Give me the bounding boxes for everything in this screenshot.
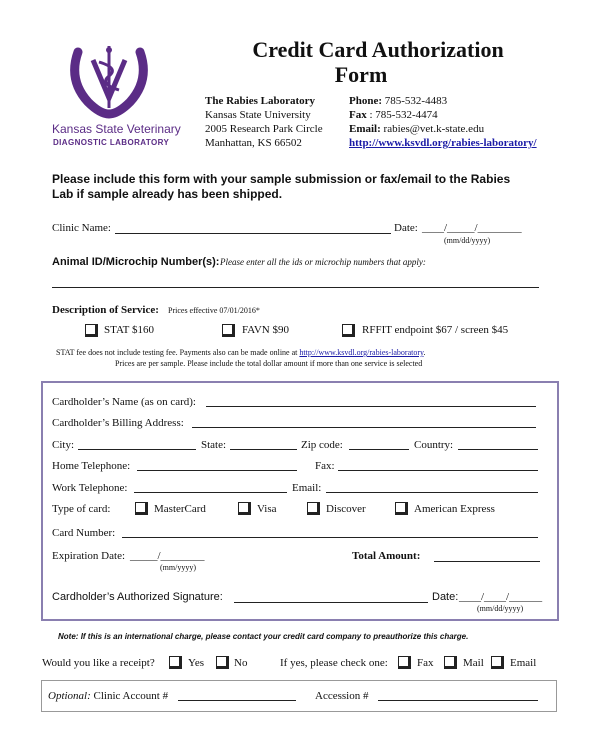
city-field[interactable]: [78, 449, 196, 450]
instruction-line2: Lab if sample already has been shipped.: [52, 187, 283, 201]
cardholder-name-label: Cardholder’s Name (as on card):: [52, 396, 196, 408]
discover-label: Discover: [326, 503, 366, 515]
state-label: State:: [201, 439, 227, 451]
clinic-name-label: Clinic Name:: [52, 222, 111, 234]
fax-row: Fax : 785-532-4474: [349, 109, 438, 121]
signature-label: Cardholder’s Authorized Signature:: [52, 591, 223, 603]
signature-date-hint: (mm/dd/yyyy): [477, 604, 524, 613]
clinic-date-hint: (mm/dd/yyyy): [444, 236, 491, 245]
receipt-yes-label: Yes: [188, 657, 205, 669]
fax-label: Fax:: [315, 460, 335, 472]
lab-street: 2005 Research Park Circle: [205, 123, 323, 135]
lab-website-link[interactable]: http://www.ksvdl.org/rabies-laboratory/: [349, 137, 537, 149]
cardholder-name-field[interactable]: [206, 406, 536, 407]
work-phone-label: Work Telephone:: [52, 482, 128, 494]
optional-row: Optional: Clinic Account #: [48, 690, 169, 702]
form-title-line2: Form: [334, 62, 388, 87]
service-label: Description of Service:: [52, 304, 159, 316]
total-amount-label: Total Amount:: [352, 550, 421, 562]
mastercard-checkbox[interactable]: [135, 502, 148, 515]
signature-field[interactable]: [234, 602, 428, 603]
email-field[interactable]: [326, 492, 538, 493]
billing-address-label: Cardholder’s Billing Address:: [52, 417, 184, 429]
expiration-label: Expiration Date:: [52, 550, 126, 562]
zip-label: Zip code:: [301, 439, 343, 451]
vdl-logo-icon: [66, 40, 152, 120]
stat-checkbox[interactable]: [85, 324, 98, 337]
accession-label: Accession #: [315, 690, 369, 702]
country-label: Country:: [414, 439, 454, 451]
receipt-email-label: Email: [510, 657, 537, 669]
lab-city: Manhattan, KS 66502: [205, 137, 302, 149]
total-amount-field[interactable]: [434, 561, 540, 562]
animal-id-field[interactable]: [52, 287, 539, 288]
clinic-date-field[interactable]: ____/_____/________: [422, 222, 522, 234]
receipt-yes-checkbox[interactable]: [169, 656, 182, 669]
discover-checkbox[interactable]: [307, 502, 320, 515]
home-phone-field[interactable]: [137, 470, 297, 471]
expiration-hint: (mm/yyyy): [160, 563, 196, 572]
receipt-mail-checkbox[interactable]: [444, 656, 457, 669]
signature-date-field[interactable]: ____/____/______: [459, 591, 543, 603]
receipt-no-label: No: [234, 657, 248, 669]
card-number-field[interactable]: [122, 537, 538, 538]
receipt-email-checkbox[interactable]: [491, 656, 504, 669]
instruction-line1: Please include this form with your sample submission or fax/email to the Rabies: [52, 172, 511, 186]
card-type-label: Type of card:: [52, 503, 111, 515]
animal-id-hint: Please enter all the ids or microchip numbers that apply:: [220, 257, 426, 267]
signature-date-label: Date:: [432, 591, 459, 603]
service-price-note: Prices effective 07/01/2016*: [168, 306, 260, 315]
favn-option-label: FAVN $90: [242, 324, 289, 336]
mastercard-label: MasterCard: [154, 503, 206, 515]
stat-option-label: STAT $160: [104, 324, 154, 336]
amex-label: American Express: [414, 503, 495, 515]
lab-university: Kansas State University: [205, 109, 311, 121]
logo-line1: Kansas State Veterinary: [52, 122, 181, 136]
zip-field[interactable]: [349, 449, 409, 450]
receipt-fax-label: Fax: [417, 657, 434, 669]
service-fee-line1: STAT fee does not include testing fee. Payments also can be made online at http://www.ksvdl.org/rabies-laboratory.: [56, 348, 426, 357]
favn-checkbox[interactable]: [222, 324, 235, 337]
form-title-line1: Credit Card Authorization: [252, 37, 504, 62]
visa-label: Visa: [257, 503, 277, 515]
receipt-mail-label: Mail: [463, 657, 484, 669]
payment-link[interactable]: http://www.ksvdl.org/rabies-laboratory: [299, 348, 424, 357]
clinic-name-field[interactable]: [115, 233, 391, 234]
animal-id-label: Animal ID/Microchip Number(s):: [52, 256, 220, 268]
receipt-no-checkbox[interactable]: [216, 656, 229, 669]
fax-field[interactable]: [338, 470, 538, 471]
accession-field[interactable]: [378, 700, 538, 701]
service-fee-line2: Prices are per sample. Please include the total dollar amount if more than one service is selected: [115, 359, 423, 368]
rffit-checkbox[interactable]: [342, 324, 355, 337]
logo-line2: DIAGNOSTIC LABORATORY: [53, 138, 170, 147]
receipt-fax-checkbox[interactable]: [398, 656, 411, 669]
home-phone-label: Home Telephone:: [52, 460, 131, 472]
amex-checkbox[interactable]: [395, 502, 408, 515]
city-label: City:: [52, 439, 75, 451]
billing-address-field[interactable]: [192, 427, 536, 428]
receipt-method-label: If yes, please check one:: [280, 657, 388, 669]
international-note: Note: If this is an international charge, please contact your credit card company to preauthorize this charge.: [58, 632, 469, 641]
card-number-label: Card Number:: [52, 527, 116, 539]
receipt-question: Would you like a receipt?: [42, 657, 155, 669]
clinic-account-field[interactable]: [178, 700, 296, 701]
expiration-field[interactable]: _____/________: [130, 550, 205, 562]
email-label: Email:: [292, 482, 322, 494]
lab-name: The Rabies Laboratory: [205, 95, 315, 107]
state-field[interactable]: [230, 449, 297, 450]
visa-checkbox[interactable]: [238, 502, 251, 515]
phone-row: Phone: 785-532-4483: [349, 95, 448, 107]
email-row: Email: rabies@vet.k-state.edu: [349, 123, 485, 135]
work-phone-field[interactable]: [134, 492, 287, 493]
rffit-option-label: RFFIT endpoint $67 / screen $45: [362, 324, 509, 336]
country-field[interactable]: [458, 449, 538, 450]
clinic-date-label: Date:: [394, 222, 418, 234]
